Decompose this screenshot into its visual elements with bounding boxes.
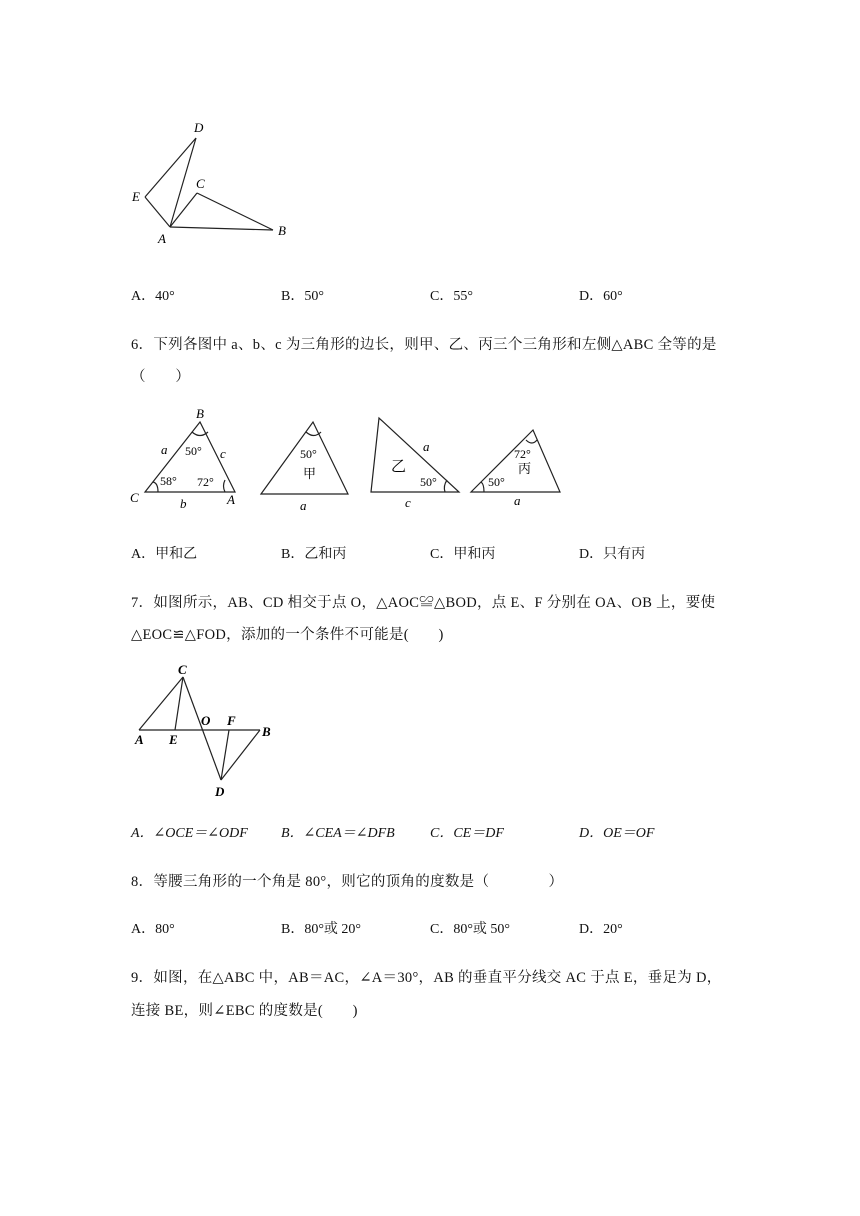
yi-side-c: c: [405, 495, 411, 510]
seg-cd: [183, 677, 221, 780]
abc-label-a: A: [227, 492, 235, 507]
q7-question-line1: 7．如图所示，AB、CD 相交于点 O，△AOC≌△BOD，点 E、F 分别在 OA、OB 上，要使: [131, 595, 716, 611]
seg-ac: [170, 193, 197, 227]
abc-angle-b: 50°: [185, 444, 202, 458]
seg-db: [221, 730, 260, 780]
bing-name: 丙: [518, 462, 532, 477]
q6-option-d[interactable]: D．只有丙: [579, 547, 646, 562]
q8-option-d[interactable]: D．20°: [579, 922, 623, 937]
q5-option-c[interactable]: C．55°: [430, 289, 473, 304]
label-e: E: [169, 732, 178, 747]
q6-option-a[interactable]: A．甲和乙: [131, 547, 198, 562]
q6-option-b[interactable]: B．乙和丙: [281, 547, 347, 562]
q5-option-b[interactable]: B．50°: [281, 289, 324, 304]
q7-option-c[interactable]: C．CE＝DF: [430, 826, 504, 841]
label-o: O: [201, 713, 211, 728]
q6-question-line1: 6．下列各图中 a、b、c 为三角形的边长，则甲、乙、丙三个三角形和左侧△ABC 全等的是: [131, 337, 717, 353]
yi-angle: 50°: [420, 475, 437, 489]
q8-question-line1: 8．等腰三角形的一个角是 80°，则它的顶角的度数是（ ）: [131, 874, 564, 890]
q6-figure: [125, 400, 575, 515]
abc-angle-a: 72°: [197, 475, 214, 489]
label-a: A: [158, 231, 166, 246]
q8-option-c[interactable]: C．80°或 50°: [430, 922, 511, 937]
label-e: E: [132, 189, 140, 204]
yi-side-a: a: [423, 439, 430, 454]
triangle-bing: [471, 430, 560, 492]
q5-option-d[interactable]: D．60°: [579, 289, 623, 304]
seg-ad: [170, 138, 196, 227]
bing-angle-top: 72°: [514, 447, 531, 461]
label-d: D: [194, 120, 204, 135]
yi-name: 乙: [391, 457, 407, 475]
q7-question-line2: △EOC≌△FOD，添加的一个条件不可能是( ): [131, 627, 444, 643]
q7-option-a[interactable]: A．∠OCE＝∠ODF: [131, 826, 248, 841]
q9-question-line2: 连接 BE，则∠EBC 的度数是( ): [131, 1003, 358, 1019]
abc-side-a: a: [161, 442, 168, 457]
q8-option-a[interactable]: A．80°: [131, 922, 175, 937]
q8-option-b[interactable]: B．80°或 20°: [281, 922, 362, 937]
seg-cb: [197, 193, 273, 230]
q7-option-b[interactable]: B．∠CEA＝∠DFB: [281, 826, 395, 841]
abc-label-b: B: [196, 406, 204, 421]
abc-side-c: c: [220, 446, 226, 461]
bing-side-a: a: [514, 493, 521, 508]
label-c: C: [178, 662, 187, 677]
bing-angle-left: 50°: [488, 475, 505, 489]
q5-figure: [125, 110, 305, 250]
q6-question-line2: （ ）: [131, 369, 191, 385]
jia-angle: 50°: [300, 447, 317, 461]
q9-question-line1: 9．如图，在△ABC 中，AB＝AC，∠A＝30°，AB 的垂直平分线交 AC 于点 E，垂足为 D，: [131, 970, 722, 986]
jia-name: 甲: [303, 467, 317, 482]
jia-side-a: a: [300, 498, 307, 513]
label-b: B: [278, 223, 286, 238]
seg-ae: [145, 197, 170, 227]
abc-side-b: b: [180, 496, 187, 511]
q7-figure: [125, 660, 285, 802]
q5-option-a[interactable]: A．40°: [131, 289, 175, 304]
label-d: D: [215, 784, 225, 799]
seg-ed: [145, 138, 196, 197]
abc-label-c: C: [130, 490, 139, 505]
abc-angle-c: 58°: [160, 474, 177, 488]
label-f: F: [227, 713, 236, 728]
q6-option-c[interactable]: C．甲和丙: [430, 547, 496, 562]
label-c: C: [196, 176, 205, 191]
label-b: B: [262, 724, 271, 739]
q7-option-d[interactable]: D．OE＝OF: [579, 826, 655, 841]
label-a: A: [135, 732, 144, 747]
seg-ab: [170, 227, 273, 230]
seg-df: [221, 730, 229, 780]
